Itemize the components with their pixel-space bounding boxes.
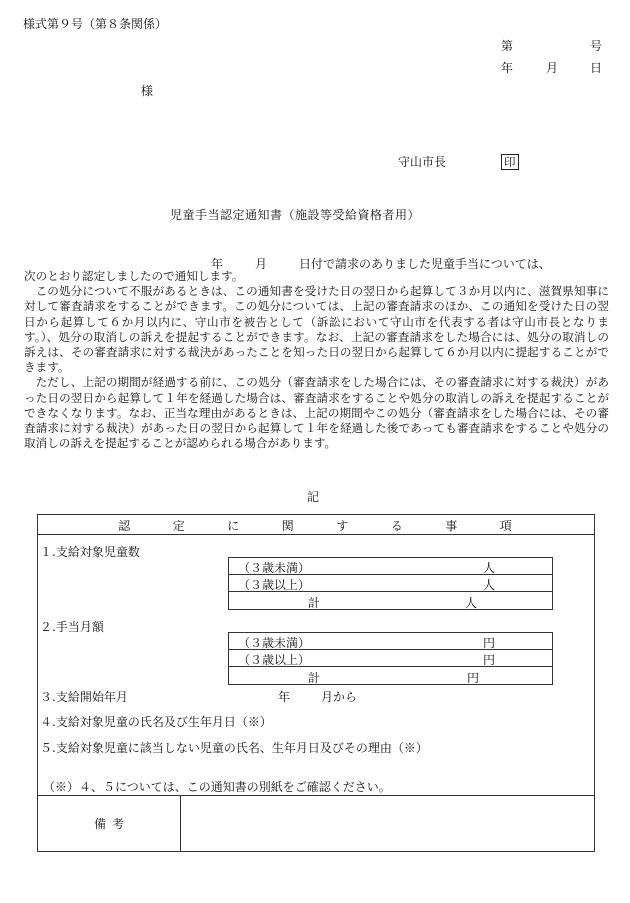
seal-mark	[501, 151, 519, 170]
paragraph-appeal: この処分について不服があるときは、この通知書を受けた日の翌日から起算して３か月以内に、滋賀県知事に対して審査請求をすることができます。この処分については、上記の審査請求のほか、この通知を受けた日の翌日から起算して６か月以内に、守山市を被告として（訴訟において守山市を代表する者は守山市長となります。）、処分の取消しの訴えを提起することができます。なお、上記の審査請求をした場合には、処分の取消しの訴えは、その審査請求に対する裁決があったことを知った日の翌日から起算して６か月以内に提起することができます。	[24, 284, 609, 375]
item1-row1-label: （３歳未満）	[238, 561, 311, 575]
doc-number-prefix: 第	[501, 39, 514, 53]
item3-month-from: 月から	[321, 690, 358, 704]
paragraph-proviso: ただし、上記の期間が経過する前に、この処分（審査請求をした場合には、その審査請求に対する裁決）があった日の翌日から起算して１年を経過した場合は、審査請求をすることや処分の取消しの訴えを提起することができなくなります。なお、正当な理由があるときは、上記の期間やこの処分（審査請求をした場合には、その審査請求に対する裁決）があった日の翌日から起算して１年を経過した後であっても審査請求をすることや処分の取消しの訴えを提起することが認められる場合があります。	[24, 375, 609, 451]
header-char: に	[227, 519, 240, 533]
remarks-top-border	[37, 795, 594, 796]
item5-label: ５.支給対象児童に該当しない児童の氏名、生年月日及びその理由（※）	[40, 741, 428, 755]
item2-label: ２.手当月額	[40, 620, 104, 634]
header-char: る	[390, 519, 403, 533]
item4-label: ４.支給対象児童の氏名及び生年月日（※）	[40, 715, 272, 729]
recipient-honorific: 様	[141, 84, 154, 98]
item1-row1-unit: 人	[483, 561, 496, 575]
item2-row2-unit: 円	[483, 653, 496, 667]
item3-year: 年	[278, 690, 291, 704]
header-char: 定	[172, 519, 185, 533]
intro-line2: 次のとおり認定しましたので通知します。	[24, 269, 244, 283]
issuer-name: 守山市長	[398, 155, 447, 169]
header-char: 項	[499, 519, 512, 533]
date-year: 年	[501, 61, 514, 75]
header-char: す	[336, 519, 349, 533]
item1-total-unit: 人	[465, 596, 478, 610]
item2-total-label: 計	[308, 671, 321, 685]
item2-row1-label: （３歳未満）	[238, 636, 311, 650]
ki-heading: 記	[307, 490, 320, 504]
remarks-divider	[180, 795, 181, 851]
item1-row2-label: （３歳以上）	[238, 578, 311, 592]
doc-number-suffix: 号	[590, 39, 603, 53]
header-char: 関	[281, 519, 294, 533]
remarks-label: 備考	[94, 817, 131, 831]
item2-row2-label: （３歳以上）	[238, 653, 311, 667]
table-header-divider	[37, 534, 594, 535]
header-char: 認	[118, 519, 131, 533]
header-char: 事	[445, 519, 458, 533]
item1-row2-unit: 人	[483, 578, 496, 592]
item1-total-label: 計	[308, 596, 321, 610]
table-header	[37, 517, 593, 534]
form-number: 様式第９号（第８条関係）	[23, 17, 168, 31]
seal-text: 印	[501, 154, 519, 170]
intro-year: 年	[211, 257, 224, 271]
date-month: 月	[546, 61, 559, 75]
item3-label: ３.支給開始年月	[40, 690, 128, 704]
item2-row1-unit: 円	[483, 636, 496, 650]
date-day: 日	[590, 61, 603, 75]
document-title: 児童手当認定通知書（施設等受給資格者用）	[170, 208, 421, 222]
intro-text: 日付で請求のありました児童手当については、	[299, 257, 551, 271]
body-text	[24, 269, 609, 451]
item2-total-unit: 円	[467, 671, 480, 685]
intro-month: 月	[255, 257, 268, 271]
table-note: （※）４、５については、この通知書の別紙をご確認ください。	[43, 780, 391, 794]
item1-label: １.支給対象児童数	[40, 545, 140, 559]
